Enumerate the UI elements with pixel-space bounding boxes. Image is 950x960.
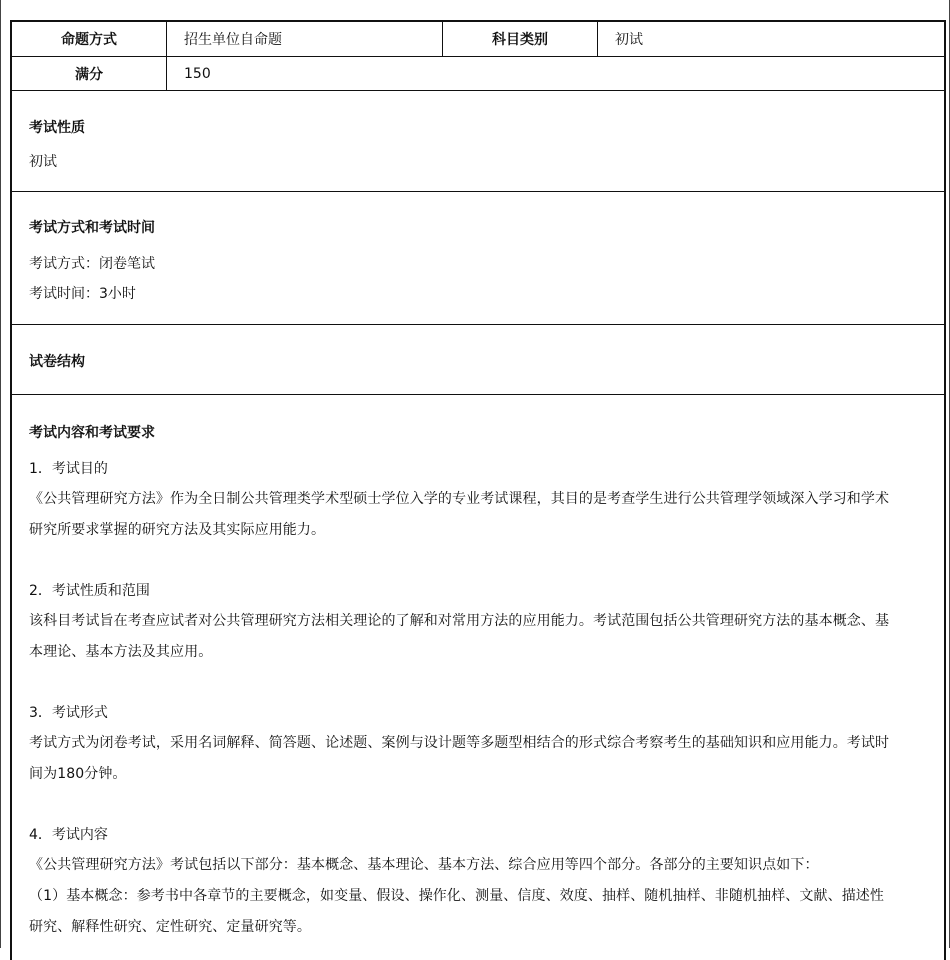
full-score-value: 150	[184, 65, 211, 82]
item-paragraph-line: 研究、解释性研究、定性研究、定量研究等。	[29, 919, 311, 935]
item-heading: 1．考试目的	[29, 461, 108, 477]
subject-category-label: 科目类别	[443, 22, 598, 56]
exam-content-section	[12, 395, 944, 943]
item-paragraph-line: 间为180分钟。	[29, 766, 127, 782]
item-paragraph-line: （1）基本概念：参考书中各章节的主要概念，如变量、假设、操作化、测量、信度、效度、抽样、随机抽样、非随机抽样、文献、描述性	[29, 888, 885, 904]
item-paragraph-line: 考试方式为闭卷考试，采用名词解释、简答题、论述题、案例与设计题等多题型相结合的形式综合考察考生的基础知识和应用能力。考试时	[29, 735, 890, 751]
item-paragraph-line: 《公共管理研究方法》作为全日制公共管理类学术型硕士学位入学的专业考试课程，其目的是考查学生进行公共管理学领域深入学习和学术	[29, 491, 890, 507]
exam-method-title: 考试方式和考试时间	[29, 220, 155, 236]
exam-syllabus-table	[10, 20, 946, 960]
exam-method-section	[12, 192, 944, 325]
header-row-1	[12, 22, 944, 57]
item-paragraph-line: 该科目考试旨在考查应试者对公共管理研究方法相关理论的了解和对常用方法的应用能力。考试范围包括公共管理研究方法的基本概念、基	[29, 613, 890, 629]
item-heading: 4．考试内容	[29, 827, 108, 843]
exam-nature-section	[12, 91, 944, 192]
paper-structure-title: 试卷结构	[29, 354, 85, 370]
item-paragraph-line: 本理论、基本方法及其应用。	[29, 644, 213, 660]
item-paragraph-line: 研究所要求掌握的研究方法及其实际应用能力。	[29, 522, 326, 538]
subject-category-value: 初试	[615, 32, 643, 48]
proposition-method-label: 命题方式	[12, 22, 167, 56]
item-heading: 2．考试性质和范围	[29, 583, 150, 599]
exam-content-title: 考试内容和考试要求	[29, 425, 155, 441]
item-paragraph-line: 《公共管理研究方法》考试包括以下部分：基本概念、基本理论、基本方法、综合应用等四个部分。各部分的主要知识点如下：	[29, 857, 819, 873]
paper-structure-section	[12, 325, 944, 395]
full-score-label: 满分	[12, 57, 167, 90]
exam-method-line: 考试方式：闭卷笔试	[29, 256, 155, 272]
proposition-method-value: 招生单位自命题	[167, 22, 443, 56]
exam-nature-title: 考试性质	[29, 120, 85, 136]
exam-nature-text: 初试	[29, 154, 57, 170]
header-row-2	[12, 57, 944, 91]
item-heading: 3．考试形式	[29, 705, 108, 721]
exam-time-line: 考试时间：3小时	[29, 286, 136, 302]
